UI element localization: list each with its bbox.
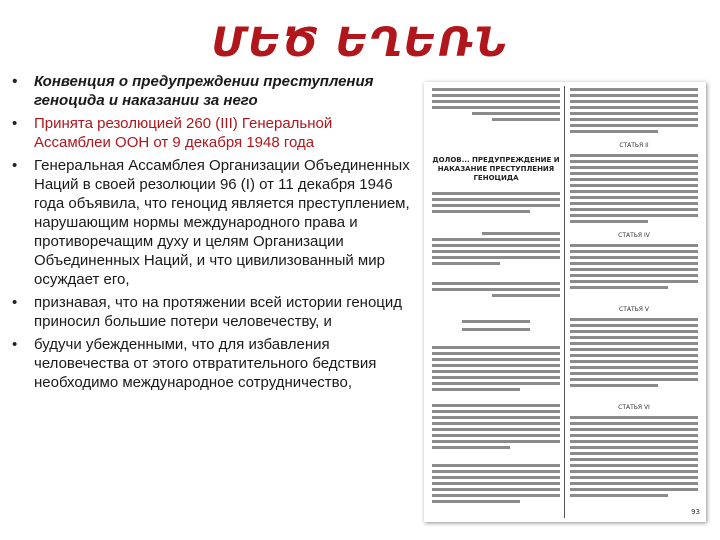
bullet-text: Генеральная Ассамблея Организации Объединенных Наций в своей резолюции 96 (I) от 11 декабря 1946 года объявила, что геноцид является преступлением, нарушающим нормы международного права и противоречащим духу и целям Организации Объединенных Наций, и что цивилизованный мир осуждает его, (34, 157, 410, 288)
column-divider (564, 86, 565, 518)
bullet-text: Конвенция о предупреждении преступления геноцида и наказании за него (34, 73, 374, 109)
document-heading: ДОЛОВ... ПРЕДУПРЕЖДЕНИЕ И НАКАЗАНИЕ ПРЕСТУПЛЕНИЯ ГЕНОЦИДА (432, 156, 560, 182)
bullet-list (12, 72, 410, 396)
bullet-item (12, 72, 410, 110)
bullet-dot-icon: • (12, 73, 18, 90)
document-scan-image (424, 82, 706, 522)
document-right-column (570, 82, 698, 522)
article-heading: СТАТЬЯ IV (618, 232, 650, 239)
bullet-item (12, 335, 410, 392)
article-heading: СТАТЬЯ II (619, 142, 649, 149)
bullet-text: признавая, что на протяжении всей истории геноцид приносил большие потери человечеству, и (34, 294, 403, 330)
bullet-dot-icon: • (12, 336, 18, 353)
article-heading: СТАТЬЯ V (619, 306, 649, 313)
slide-title: ՄԵԾ ԵՂԵՌՆ (211, 20, 509, 66)
document-left-column (432, 82, 560, 522)
article-heading: СТАТЬЯ VI (618, 404, 650, 411)
bullet-item (12, 156, 410, 289)
bullet-item (12, 114, 410, 152)
bullet-dot-icon: • (12, 294, 18, 311)
bullet-item (12, 293, 410, 331)
bullet-text: будучи убежденными, что для избавления человечества от этого отвратительного бедствия необходимо международное сотрудничество, (34, 336, 377, 391)
bullet-dot-icon: • (12, 115, 18, 132)
bullet-text: Принята резолюцией 260 (III) Генеральной Ассамблеи ООН от 9 декабря 1948 года (34, 115, 333, 151)
page-number: 93 (691, 508, 700, 516)
bullet-dot-icon: • (12, 157, 18, 174)
